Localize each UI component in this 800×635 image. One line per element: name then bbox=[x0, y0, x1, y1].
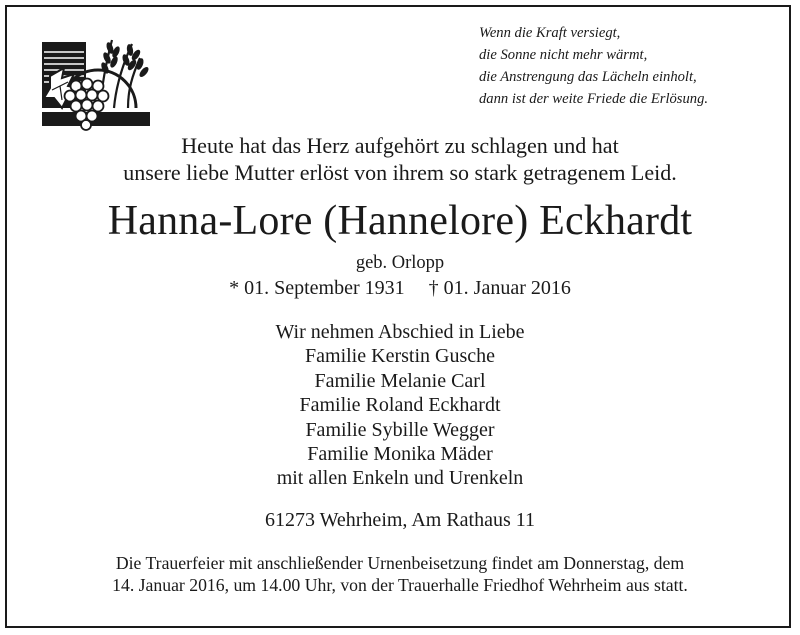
mourner-line: Familie Kerstin Gusche bbox=[305, 345, 495, 368]
life-dates bbox=[0, 276, 800, 300]
notice-line: 14. Januar 2016, um 14.00 Uhr, von der Trauerhalle Friedhof Wehrheim aus statt. bbox=[112, 575, 688, 595]
mourner-line: mit allen Enkeln und Urenkeln bbox=[276, 467, 524, 490]
notice-line: Die Trauerfeier mit anschließender Urnenbeisetzung findet am Donnerstag, dem bbox=[115, 553, 685, 573]
deceased-name: Hanna-Lore (Hannelore) Eckhardt bbox=[107, 198, 693, 244]
mourner-line: Familie Monika Mäder bbox=[307, 443, 493, 466]
memorial-poem bbox=[479, 22, 789, 110]
intro-line: unsere liebe Mutter erlöst von ihrem so stark getragenem Leid. bbox=[123, 160, 677, 185]
poem-line: die Anstrengung das Lächeln einholt, bbox=[479, 69, 697, 85]
maiden-name: geb. Orlopp bbox=[355, 253, 445, 273]
intro-text bbox=[0, 132, 800, 186]
mourner-line: Wir nehmen Abschied in Liebe bbox=[275, 321, 525, 343]
death-date: † 01. Januar 2016 bbox=[428, 277, 571, 299]
mourner-line: Familie Sybille Wegger bbox=[305, 418, 495, 441]
birth-date: * 01. September 1931 bbox=[229, 277, 405, 299]
mourner-line: Familie Melanie Carl bbox=[314, 369, 486, 392]
family-address: 61273 Wehrheim, Am Rathaus 11 bbox=[264, 509, 536, 531]
mourners-list bbox=[0, 320, 800, 491]
wheat-and-grapes-icon bbox=[40, 28, 152, 132]
intro-line: Heute hat das Herz aufgehört zu schlagen und hat bbox=[181, 133, 619, 158]
mourner-line: Familie Roland Eckhardt bbox=[299, 394, 501, 417]
poem-line: die Sonne nicht mehr wärmt, bbox=[479, 47, 648, 63]
funeral-notice bbox=[0, 552, 800, 596]
poem-line: Wenn die Kraft versiegt, bbox=[479, 25, 621, 41]
poem-line: dann ist der weite Friede die Erlösung. bbox=[479, 91, 709, 107]
